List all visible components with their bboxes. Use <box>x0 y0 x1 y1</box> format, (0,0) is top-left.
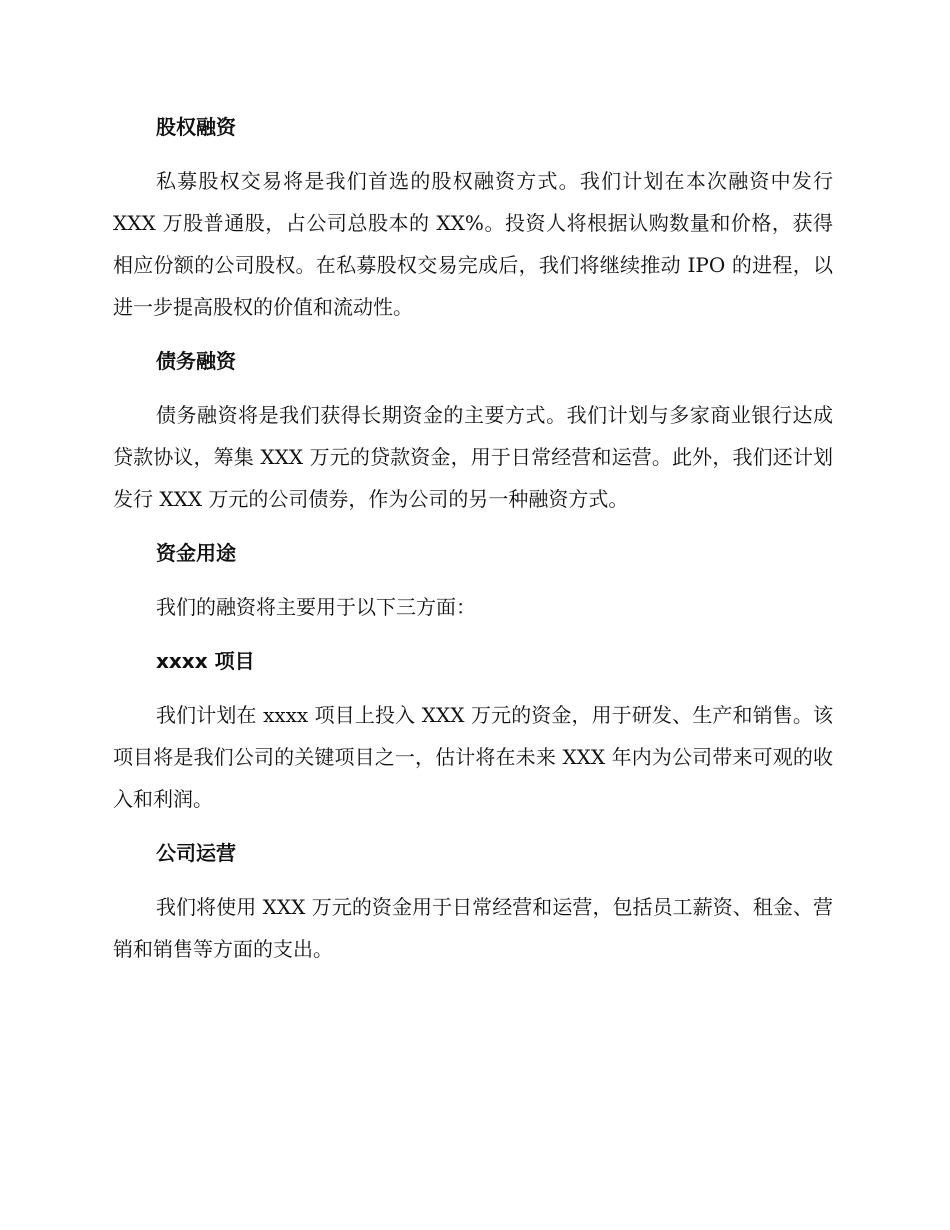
section-company-operations <box>113 834 833 970</box>
section-paragraph: 我们将使用 XXX 万元的资金用于日常经营和运营，包括员工薪资、租金、营销和销售等方面的支出。 <box>113 895 833 961</box>
section-paragraph: 我们计划在 xxxx 项目上投入 XXX 万元的资金，用于研发、生产和销售。该项目将是我们公司的关键项目之一，估计将在未来 XXX 年内为公司带来可观的收入和利润。 <box>113 703 833 811</box>
section-heading: 公司运营 <box>156 841 236 865</box>
section-heading: 债务融资 <box>156 349 236 373</box>
section-use-of-funds <box>113 534 833 628</box>
document-page <box>113 108 833 970</box>
section-xxxx-project <box>113 642 833 820</box>
section-paragraph: 债务融资将是我们获得长期资金的主要方式。我们计划与多家商业银行达成贷款协议，筹集 XXX 万元的贷款资金，用于日常经营和运营。此外，我们还计划发行 XXX 万元的公司债券，作为公司的另一种融资方式。 <box>113 403 833 511</box>
section-paragraph: 私募股权交易将是我们首选的股权融资方式。我们计划在本次融资中发行 XXX 万股普通股，占公司总股本的 XX%。投资人将根据认购数量和价格，获得相应份额的公司股权。在私募股权交易完成后，我们将继续推动 IPO 的进程，以进一步提高股权的价值和流动性。 <box>113 169 833 319</box>
section-debt-financing <box>113 342 833 520</box>
section-heading: xxxx 项目 <box>156 649 255 673</box>
section-equity-financing <box>113 108 833 328</box>
section-heading: 股权融资 <box>156 115 236 139</box>
section-heading: 资金用途 <box>156 541 236 565</box>
section-paragraph: 我们的融资将主要用于以下三方面： <box>156 595 476 619</box>
